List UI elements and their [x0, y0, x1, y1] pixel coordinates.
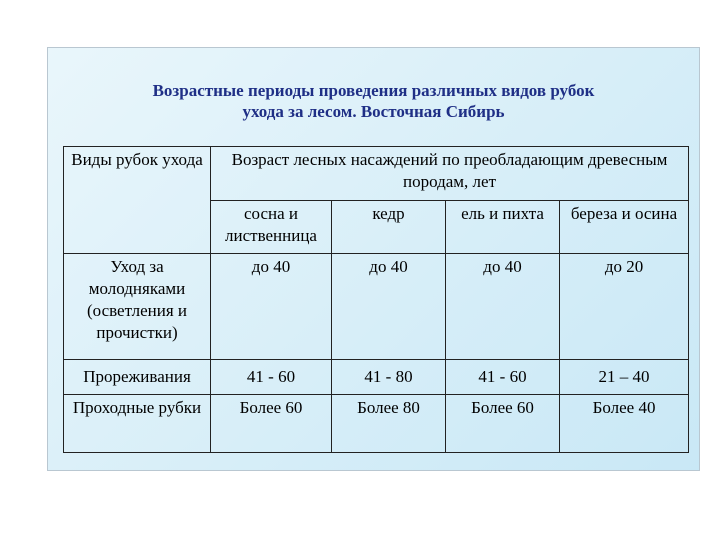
- slide-frame: [47, 47, 700, 471]
- header-row: [64, 147, 689, 201]
- species-pine-larch: сосна и лиственница: [211, 201, 332, 254]
- cell-value: до 40: [446, 254, 560, 360]
- cell-value: Более 60: [446, 395, 560, 453]
- species-row: [64, 201, 689, 254]
- header-forest-age: Возраст лесных насаждений по преобладающим древесным породам, лет: [211, 147, 689, 201]
- slide-title: [48, 80, 699, 122]
- cell-value: 21 – 40: [560, 360, 689, 395]
- cell-value: до 20: [560, 254, 689, 360]
- cell-value: 41 - 60: [211, 360, 332, 395]
- table-row: [64, 360, 689, 395]
- cell-value: до 40: [332, 254, 446, 360]
- table-row: [64, 254, 689, 360]
- species-spruce-fir: ель и пихта: [446, 201, 560, 254]
- title-line-1: Возрастные периоды проведения различных видов рубок: [152, 81, 595, 100]
- age-periods-table: [63, 146, 689, 453]
- cell-value: Более 80: [332, 395, 446, 453]
- cell-value: 41 - 60: [446, 360, 560, 395]
- cell-value: Более 60: [211, 395, 332, 453]
- title-line-2: ухода за лесом. Восточная Сибирь: [242, 102, 505, 121]
- cell-value: 41 - 80: [332, 360, 446, 395]
- species-birch-aspen: береза и осина: [560, 201, 689, 254]
- cell-value: Более 40: [560, 395, 689, 453]
- row-label: Уход за молодняками (осветления и прочистки): [64, 254, 211, 360]
- row-label: Прореживания: [64, 360, 211, 395]
- header-cutting-types-continued: [64, 201, 211, 254]
- table-row: [64, 395, 689, 453]
- row-label: Проходные рубки: [64, 395, 211, 453]
- header-cutting-types: Виды рубок ухода: [64, 147, 211, 201]
- cell-value: до 40: [211, 254, 332, 360]
- species-cedar: кедр: [332, 201, 446, 254]
